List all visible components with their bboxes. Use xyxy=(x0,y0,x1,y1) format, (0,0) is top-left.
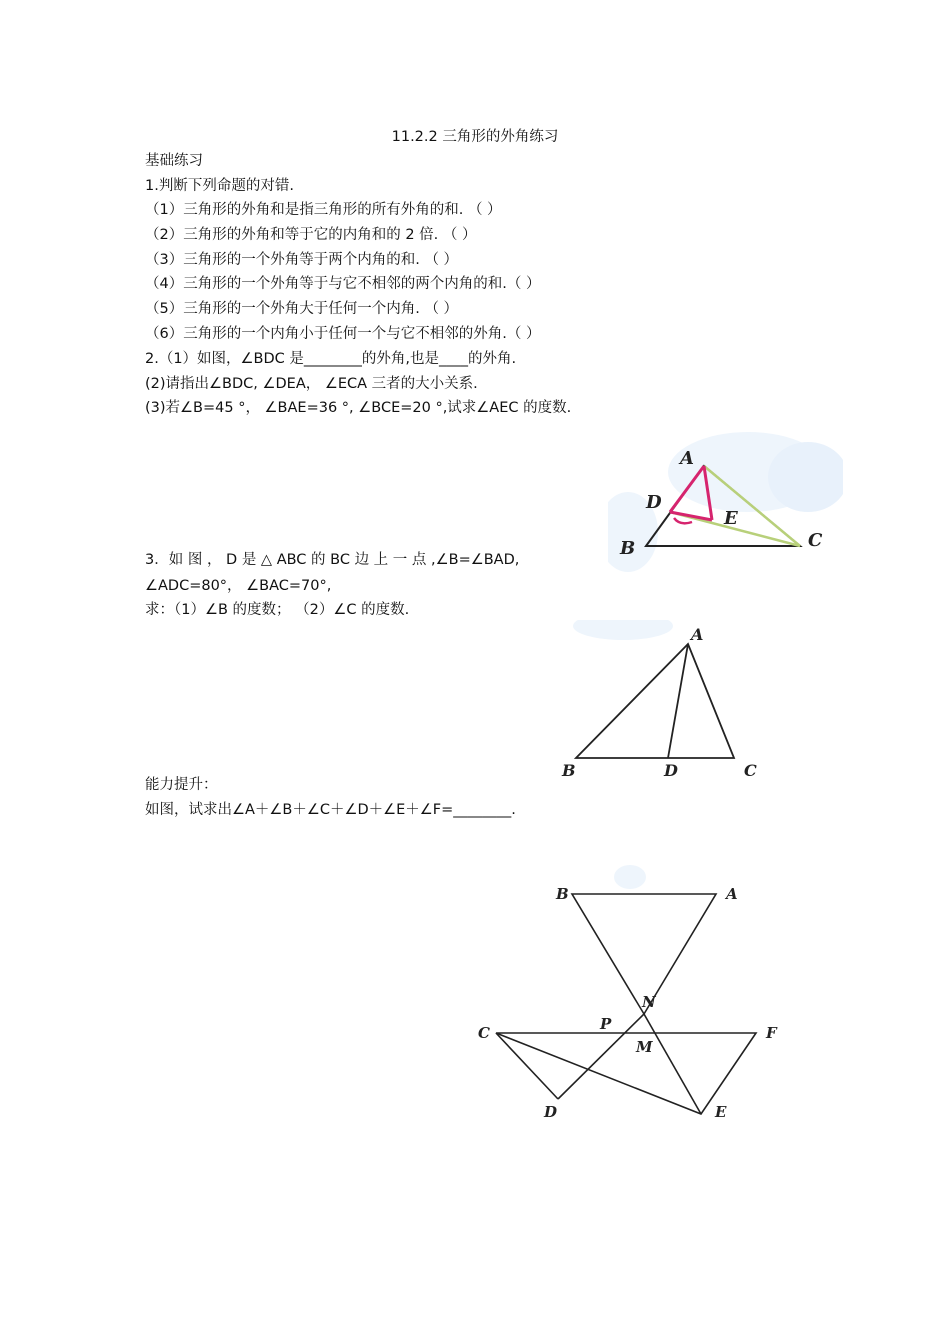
label-a: A xyxy=(680,448,694,469)
label-a: A xyxy=(691,625,704,644)
label-b: B xyxy=(562,761,576,780)
figure-six-angle xyxy=(470,865,790,1130)
q2-line2: (2)请指出∠BDC, ∠DEA， ∠ECA 三者的大小关系. xyxy=(145,376,478,392)
segment-ne xyxy=(644,1014,701,1114)
q1-item: （1）三角形的外角和是指三角形的所有外角的和. （ ） xyxy=(145,202,502,218)
triangle-abc xyxy=(576,644,734,758)
q1-item: （5）三角形的一个外角大于任何一个内角. （ ） xyxy=(145,301,459,317)
label-d: D xyxy=(664,761,678,780)
section-basic-heading: 基础练习 xyxy=(145,153,203,169)
label-c: C xyxy=(808,530,823,551)
label-d: D xyxy=(544,1103,558,1121)
label-f: F xyxy=(766,1024,777,1042)
q3-line2: ∠ADC=80°， ∠BAC=70°, xyxy=(145,578,332,594)
label-n: N xyxy=(642,993,656,1011)
q3-line1: 3．如 图 ， D 是 △ ABC 的 BC 边 上 一 点 ,∠B=∠BAD, xyxy=(145,552,520,568)
q1-item: （2）三角形的外角和等于它的内角和的 2 倍. （ ） xyxy=(145,227,477,243)
cloud-decoration xyxy=(573,620,673,640)
label-m: M xyxy=(636,1038,653,1056)
page-title: 11.2.2 三角形的外角练习 xyxy=(391,129,559,145)
label-c: C xyxy=(744,761,757,780)
segment-cd xyxy=(496,1033,558,1099)
label-p: P xyxy=(600,1015,612,1033)
q2-line1: 2.（1）如图，∠BDC 是________的外角,也是____的外角. xyxy=(145,351,517,367)
cloud-decoration xyxy=(614,865,646,889)
figure-triangle-ade xyxy=(608,432,843,572)
q1-item: （6）三角形的一个内角小于任何一个与它不相邻的外角.（ ） xyxy=(145,326,541,342)
label-e: E xyxy=(715,1103,727,1121)
label-c: C xyxy=(478,1024,490,1042)
label-a: A xyxy=(726,885,738,903)
q3-line3: 求：（1）∠B 的度数； （2）∠C 的度数. xyxy=(145,602,410,618)
figure-triangle-abc xyxy=(558,620,768,785)
q1-item: （4）三角形的一个外角等于与它不相邻的两个内角的和.（ ） xyxy=(145,276,541,292)
angle-arc xyxy=(674,518,692,523)
q1-stem: 1.判断下列命题的对错. xyxy=(145,178,294,194)
label-b: B xyxy=(620,538,636,559)
q2-line3: (3)若∠B=45 °， ∠BAE=36 °, ∠BCE=20 °,试求∠AEC 的度数. xyxy=(145,400,572,416)
ability-question: 如图，试求出∠A＋∠B＋∠C＋∠D＋∠E＋∠F=________. xyxy=(145,802,516,818)
label-d: D xyxy=(646,492,662,513)
ability-heading: 能力提升： xyxy=(145,777,218,793)
label-e: E xyxy=(724,508,738,529)
label-b: B xyxy=(556,885,569,903)
q1-item: （3）三角形的一个外角等于两个内角的和. （ ） xyxy=(145,252,459,268)
